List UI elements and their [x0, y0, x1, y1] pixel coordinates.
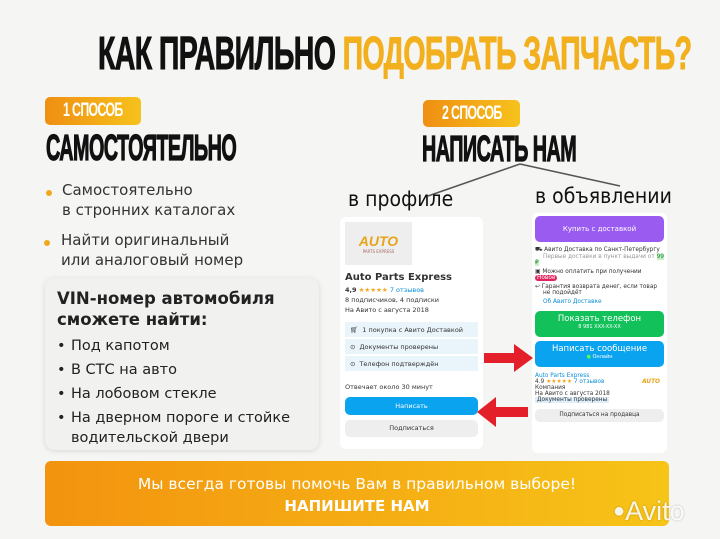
method1-heading: САМОСТОЯТЕЛЬНО: [46, 127, 237, 168]
vin-title: VIN-номер автомобиля сможете найти:: [57, 289, 275, 329]
vin-item: • В СТС на авто: [57, 358, 307, 382]
seller-name: Auto Parts Express: [345, 272, 453, 283]
feature-delivery: 🛒︎ 1 покупка с Авито Доставкой: [345, 322, 478, 337]
guarantee: ↩ Гарантия возврата денег, если товар не подойдёт: [535, 284, 658, 296]
ad-card: [532, 213, 667, 453]
profile-card: [340, 217, 483, 449]
avito-watermark: ● Avito: [613, 496, 685, 526]
truck-icon: ⛟: [535, 247, 543, 253]
write-button[interactable]: Написать: [345, 397, 478, 415]
call-to-action-banner: [45, 461, 669, 526]
vin-item: • На дверном пороге и стойке водительской двери: [57, 408, 307, 448]
banner-line2: НАПИШИТЕ НАМ: [284, 497, 430, 515]
reviews-link[interactable]: 7 отзывов: [389, 286, 425, 294]
avito-logo-icon: ●: [613, 500, 626, 522]
subscribe-seller-button[interactable]: Подписаться на продавца: [535, 409, 664, 422]
feature-docs: ⊙ Документы проверены: [345, 339, 478, 354]
since: На Авито с августа 2018: [345, 306, 429, 314]
method1-bullet-1: Самостоятельно в стронних каталогах: [62, 181, 236, 219]
feature-phone: ⊙ Телефон подтверждён: [345, 356, 478, 371]
subscribe-button[interactable]: Подписаться: [345, 420, 478, 437]
cart-icon: 🛒︎: [350, 325, 359, 334]
docs-badge: Документы проверены: [537, 397, 608, 403]
show-phone-button[interactable]: Показать телефон 8 981 XXX-XX-XX: [535, 311, 664, 337]
option-profile: в профиле: [348, 187, 454, 211]
arrow-left-icon: [476, 395, 528, 429]
title-part1: КАК ПРАВИЛЬНО: [98, 27, 336, 79]
write-message-button[interactable]: Написать сообщение ● Онлайн: [535, 341, 664, 367]
check-icon: ⊙: [350, 359, 356, 368]
about-delivery-link[interactable]: Об Авито Доставке: [543, 299, 602, 305]
method1-bullet-2: Найти оригинальный или аналоговый номер: [61, 231, 244, 269]
banner-line1: Мы всегда готовы помочь Вам в правильном выборе!: [137, 475, 577, 493]
check-icon: ⊙: [350, 342, 356, 351]
vin-item: • На лобовом стекле: [57, 382, 307, 406]
pay-on-receipt: ▣ Можно оплатить при получении Новое: [535, 269, 642, 281]
title-part2: ПОДОБРАТЬ ЗАПЧАСТЬ?: [342, 27, 692, 79]
method1-badge: 1 СПОСОБ: [45, 97, 141, 125]
arrow-right-icon: [484, 342, 534, 374]
method2-badge: 2 СПОСОБ: [423, 100, 520, 127]
vin-item: • Под капотом: [57, 334, 307, 358]
seller-logo: AUTO PARTS EXPRESS: [345, 222, 412, 265]
seller-info: Auto Parts Express 4.9 ★★★★★ 7 отзывов Компания На Авито с августа 2018 Документы проверены AUTO: [535, 373, 660, 403]
rating: 4,9 ★★★★★ 7 отзывов: [345, 286, 425, 294]
method2-heading: НАПИСАТЬ НАМ: [422, 128, 577, 169]
delivery-info: ⛟ Авито Доставка по Санкт-Петербургу Первые доставки в пункт выдачи от 99 ₽: [535, 247, 664, 266]
wallet-icon: ▣: [535, 269, 541, 275]
seller-logo-small: AUTO: [642, 379, 660, 385]
option-ad: в объявлении: [535, 184, 672, 208]
subscribers: 8 подписчиков, 4 подписки: [345, 296, 440, 304]
buy-with-delivery-button[interactable]: Купить с доставкой: [535, 216, 664, 242]
reply-time: Отвечает около 30 минут: [345, 383, 433, 391]
